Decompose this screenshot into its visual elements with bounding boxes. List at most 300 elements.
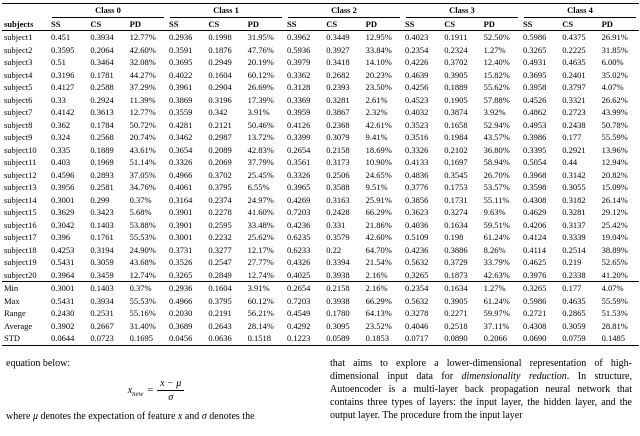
table-cell: 0.451 — [51, 32, 71, 42]
table-cell: 61.24% — [483, 232, 510, 242]
table-cell: 0.2518 — [444, 320, 468, 331]
table-cell: 0.1998 — [208, 32, 232, 42]
table-cell: 0.2723 — [562, 107, 586, 117]
table-cell: 0.33 — [51, 94, 66, 105]
table-row — [2, 144, 639, 157]
table-cell: 0.4862 — [522, 107, 547, 117]
table-cell: 0.3559 — [168, 107, 193, 117]
table-cell: 0.1695 — [129, 333, 154, 343]
table-cell: 0.2568 — [90, 132, 114, 142]
metric-header: PD — [364, 18, 403, 31]
left-column — [6, 357, 306, 423]
table-cell: 25.45% — [247, 169, 274, 180]
table-cell: 0.3326 — [168, 157, 193, 167]
table-cell: 0.1658 — [444, 119, 468, 130]
table-cell: 0.2430 — [51, 308, 75, 318]
table-cell: 53.88% — [129, 219, 156, 230]
table-cell: 0.3196 — [208, 94, 232, 105]
table-cell: 0.3362 — [286, 69, 311, 80]
text-segment: denotes the — [206, 410, 255, 422]
math-symbol-sigma: σ — [201, 410, 207, 422]
table-cell: 0.4032 — [404, 107, 429, 117]
table-cell: 5.68% — [129, 207, 152, 217]
table-cell: 28.14% — [247, 320, 274, 331]
table-cell: 0.2924 — [90, 94, 114, 105]
table-cell: 0.4596 — [51, 169, 75, 180]
table-cell: 0.4635 — [562, 57, 586, 67]
table-cell: 0.7203 — [286, 207, 311, 217]
table-cell: 18.69% — [365, 144, 392, 155]
table-cell: 0.1731 — [444, 194, 468, 205]
table-cell: 20.82% — [601, 169, 628, 180]
table-cell: 0.4142 — [51, 107, 75, 117]
table-cell: 24.90% — [129, 244, 156, 255]
table-cell: 0.299 — [90, 194, 110, 205]
table-cell: 0.3001 — [168, 232, 193, 242]
table-cell: 0.4292 — [286, 320, 311, 331]
table-cell: 0.1697 — [444, 157, 468, 167]
table-cell: 0.3265 — [522, 44, 547, 55]
table-cell: 59.97% — [483, 308, 510, 318]
row-label: subject11 — [4, 157, 37, 167]
class-header-label: Class 2 — [288, 4, 400, 18]
table-cell: 0.3326 — [404, 144, 429, 155]
autoencoder-paragraph — [330, 357, 632, 423]
table-cell: 0.4635 — [562, 295, 586, 306]
table-cell: 13.96% — [601, 144, 628, 155]
table-cell: 6.55% — [247, 182, 270, 192]
table-cell: 14.10% — [365, 57, 392, 67]
table-row — [2, 81, 639, 94]
table-cell: 33.48% — [247, 219, 274, 230]
table-cell: 0.2865 — [562, 308, 586, 318]
table-row — [2, 332, 639, 345]
table-cell: 33.79% — [483, 257, 510, 267]
table-cell: 0.4966 — [168, 295, 193, 306]
row-label: subject3 — [4, 57, 33, 67]
table-cell: 0.2158 — [324, 282, 363, 295]
table-cell: 0.1911 — [444, 32, 468, 42]
table-cell: 0.3959 — [286, 107, 311, 117]
table-cell: 0.3059 — [562, 320, 586, 331]
table-cell: 0.0759 — [562, 333, 586, 343]
table-cell: 27.77% — [247, 257, 274, 267]
table-cell: 0.4308 — [522, 194, 547, 205]
row-label: STD — [4, 333, 21, 343]
row-label: subject9 — [4, 132, 33, 142]
class-header-label: Class 4 — [524, 4, 636, 18]
table-cell: 0.37% — [128, 282, 167, 295]
metric-header: SS — [49, 18, 88, 31]
table-cell: 0.6235 — [286, 232, 311, 242]
row-label: Min — [2, 282, 49, 295]
table-cell: 0.4375 — [562, 32, 586, 42]
table-cell: 0.3934 — [90, 295, 114, 306]
table-cell: 23.52% — [365, 320, 392, 331]
table-cell: 0.1485 — [601, 333, 625, 343]
corner-spacer — [2, 4, 49, 18]
fraction — [157, 378, 184, 403]
table-cell: 0.219 — [562, 257, 582, 267]
table-cell: 66.29% — [365, 207, 392, 217]
row-label: Max — [4, 295, 20, 306]
table-cell: 0.1753 — [444, 182, 468, 192]
table-cell: 0.4326 — [286, 257, 311, 267]
table-cell: 0.0589 — [326, 333, 350, 343]
table-cell: 51.14% — [129, 157, 156, 167]
table-cell: 0.3449 — [326, 32, 350, 42]
table-cell: 11.39% — [129, 94, 156, 105]
table-cell: 0.2089 — [208, 144, 232, 155]
metric-header: PD — [128, 18, 167, 31]
table-row — [2, 256, 639, 269]
table-cell: 0.2232 — [208, 232, 232, 242]
table-cell: 0.3902 — [51, 320, 75, 331]
table-cell: 0.2654 — [285, 282, 324, 295]
table-cell: 0.3795 — [208, 182, 232, 192]
row-label: subject8 — [4, 119, 33, 130]
table-cell: 0.2438 — [562, 119, 586, 130]
table-cell: 0.3001 — [49, 282, 88, 295]
table-cell: 0.3797 — [562, 82, 586, 92]
table-cell: 0.3979 — [286, 57, 311, 67]
table-cell: 0.3689 — [168, 320, 193, 331]
table-cell: 59.51% — [483, 219, 510, 230]
table-cell: 0.324 — [51, 132, 71, 142]
class-header — [521, 4, 639, 18]
table-cell: 50.78% — [601, 119, 628, 130]
subjects-body — [2, 31, 639, 282]
table-cell: 43.57% — [483, 132, 510, 142]
table-cell: 0.1873 — [444, 269, 468, 280]
table-row — [2, 169, 639, 182]
table-cell: 0.1634 — [444, 219, 468, 230]
intro-line: equation below: — [6, 357, 71, 369]
table-cell: 41.20% — [601, 269, 628, 280]
table-cell: 0.2066 — [483, 333, 507, 343]
table-cell: 42.83% — [247, 144, 274, 155]
normalization-equation — [6, 378, 306, 403]
table-cell: 0.3163 — [326, 194, 350, 205]
table-cell: 26.62% — [601, 94, 628, 105]
table-cell: 0.3695 — [168, 57, 193, 67]
table-cell: 0.5109 — [404, 232, 429, 242]
metric-header: CS — [324, 18, 363, 31]
table-cell: 0.3961 — [168, 82, 193, 92]
class-header-label: Class 0 — [52, 4, 164, 18]
table-cell: 0.3001 — [51, 194, 75, 205]
row-label: subject2 — [4, 44, 33, 55]
table-cell: 0.3964 — [51, 269, 75, 280]
table-cell: 34.76% — [129, 182, 156, 192]
table-cell: 0.2354 — [403, 282, 442, 295]
table-cell: 0.4931 — [522, 57, 547, 67]
table-cell: 0.2278 — [208, 207, 232, 217]
table-cell: 0.2949 — [208, 57, 232, 67]
metric-header: SS — [521, 18, 560, 31]
table-cell: 52.65% — [601, 257, 628, 267]
table-cell: 0.3196 — [51, 69, 75, 80]
fraction-denominator: σ — [168, 391, 174, 403]
equals-sign: = — [147, 384, 154, 396]
table-cell: 0.335 — [51, 144, 71, 155]
summary-body — [2, 282, 639, 346]
table-cell: 0.3856 — [404, 194, 429, 205]
table-cell: 0.2595 — [208, 219, 232, 230]
table-cell: 0.3588 — [326, 182, 350, 192]
table-cell: 28.81% — [601, 320, 628, 331]
table-cell: 3.92% — [483, 107, 506, 117]
table-cell: 35.02% — [601, 69, 628, 80]
header-group-row — [2, 4, 639, 18]
table-cell: 25.42% — [601, 219, 628, 230]
table-cell: 0.3934 — [90, 32, 114, 42]
subjects-header: subjects — [2, 18, 49, 31]
table-row — [2, 181, 639, 194]
table-cell: 0.4256 — [404, 82, 429, 92]
table-cell: 0.3395 — [522, 144, 547, 155]
row-label: subject16 — [4, 219, 37, 230]
table-cell: 0.177 — [562, 132, 582, 142]
table-cell: 0.2191 — [208, 308, 232, 318]
table-cell: 0.3464 — [90, 57, 114, 67]
table-cell: 0.5986 — [522, 295, 547, 306]
table-cell: 0.7203 — [286, 295, 311, 306]
text-segment: . In structure, Autoencoder is a multi-layer back propagation neural network that contains three types of layers: the input layer, the hidden layer, and the output layer. The procedure from the input layer — [330, 370, 632, 422]
table-cell: 55.59% — [601, 132, 628, 142]
table-cell: 42.61% — [365, 119, 392, 130]
math-symbol-mu: μ — [32, 410, 38, 422]
table-cell: 42.63% — [483, 269, 510, 280]
table-row — [2, 269, 639, 282]
table-cell: 0.3128 — [286, 82, 311, 92]
table-cell: 0.3137 — [562, 219, 586, 230]
table-cell: 0.4526 — [522, 94, 547, 105]
table-cell: 52.94% — [483, 119, 510, 130]
table-cell: 0.1518 — [247, 333, 272, 343]
text-segment: where — [6, 410, 33, 422]
table-cell: 21.86% — [365, 219, 392, 230]
table-cell: 0.5054 — [522, 157, 547, 167]
results-table — [2, 3, 639, 346]
table-cell: 24.97% — [247, 194, 274, 205]
table-cell: 4.07% — [600, 282, 639, 295]
table-cell: 0.2368 — [326, 119, 350, 130]
table-cell: 29.12% — [601, 207, 628, 217]
metric-header: CS — [206, 18, 245, 31]
table-cell: 10.90% — [365, 157, 392, 167]
table-cell: 0.3965 — [286, 182, 311, 192]
table-cell: 9.51% — [365, 182, 388, 192]
table-cell: 0.4025 — [286, 269, 311, 280]
table-cell: 8.26% — [483, 244, 506, 255]
table-cell: 0.1403 — [88, 282, 127, 295]
table-row — [2, 119, 639, 132]
table-cell: 0.1604 — [206, 282, 245, 295]
table-cell: 0.4953 — [522, 119, 547, 130]
table-cell: 9.63% — [483, 207, 506, 217]
table-cell: 0.3956 — [51, 182, 75, 192]
table-cell: 0.2643 — [208, 320, 232, 331]
table-cell: 0.3278 — [404, 308, 429, 318]
table-cell: 0.2102 — [444, 144, 468, 155]
table-cell: 37.79% — [247, 157, 274, 167]
table-cell: 0.1634 — [442, 282, 481, 295]
header-sub-row — [2, 18, 639, 31]
table-cell: 26.70% — [483, 169, 510, 180]
table-cell: 53.57% — [483, 182, 510, 192]
table-cell: 0.4206 — [522, 219, 547, 230]
table-cell: 0.5431 — [51, 295, 75, 306]
metric-header: PD — [600, 18, 639, 31]
table-row — [2, 194, 639, 207]
table-cell: 0.2506 — [326, 169, 350, 180]
table-cell: 26.91% — [601, 32, 628, 42]
table-cell: 0.331 — [326, 219, 346, 230]
equation-subscript: new — [132, 389, 144, 398]
table-cell: 0.3516 — [404, 132, 429, 142]
table-cell: 0.3886 — [444, 244, 468, 255]
table-cell: 0.2428 — [326, 207, 350, 217]
table-cell: 0.2225 — [562, 44, 586, 55]
row-label: subject14 — [4, 194, 37, 205]
table-cell: 15.09% — [601, 182, 628, 192]
table-cell: 0.3938 — [326, 269, 350, 280]
table-cell: 0.3462 — [168, 132, 193, 142]
table-cell: 23.50% — [365, 82, 392, 92]
row-label: subject18 — [4, 244, 37, 255]
table-cell: 41.60% — [247, 207, 274, 217]
table-cell: 2.16% — [365, 269, 388, 280]
table-cell: 0.3059 — [90, 257, 114, 267]
metric-header: PD — [482, 18, 521, 31]
table-cell: 0.3867 — [326, 107, 350, 117]
table-row — [2, 106, 639, 119]
table-cell: 25.62% — [247, 232, 274, 242]
table-cell: 2.61% — [365, 94, 388, 105]
table-cell: 58.94% — [483, 157, 510, 167]
text-segment: that aims to explore a lower-dimensional representation of high-dimensional input data for — [330, 357, 632, 382]
where-line — [6, 410, 306, 423]
table-cell: 0.6233 — [286, 244, 311, 255]
row-label: Average — [4, 320, 33, 331]
table-cell: 0.2121 — [208, 119, 232, 130]
fraction-numerator: x − μ — [157, 378, 184, 391]
table-cell: 19.04% — [601, 232, 628, 242]
table-cell: 21.54% — [365, 257, 392, 267]
table-cell: 0.3523 — [404, 119, 429, 130]
table-cell: 0.3731 — [168, 244, 193, 255]
table-cell: 0.22 — [326, 244, 342, 255]
table-cell: 0.3795 — [208, 295, 232, 306]
table-cell: 0.4124 — [522, 232, 547, 242]
table-cell: 0.3142 — [562, 169, 586, 180]
table-cell: 0.2721 — [522, 308, 547, 318]
table-cell: 44.27% — [129, 69, 156, 80]
table-cell: 0.3369 — [286, 94, 311, 105]
table-cell: 0.5986 — [522, 32, 547, 42]
row-label: subject1 — [4, 32, 33, 42]
table-cell: 12.17% — [247, 244, 274, 255]
table-cell: 0.3526 — [168, 257, 193, 267]
table-cell: 12.95% — [365, 32, 392, 42]
row-label: subject5 — [4, 82, 33, 92]
table-cell: 55.59% — [601, 295, 628, 306]
table-cell: 55.53% — [129, 295, 156, 306]
table-cell: 0.3591 — [168, 44, 193, 55]
table-cell: 4.07% — [601, 82, 624, 92]
table-cell: 0.4046 — [404, 320, 429, 331]
table-cell: 0.3901 — [168, 219, 193, 230]
table-cell: 0.3418 — [326, 57, 350, 67]
metric-header: CS — [560, 18, 599, 31]
table-cell: 38.89% — [601, 244, 628, 255]
table-cell: 0.3598 — [522, 182, 547, 192]
table-cell: 12.94% — [601, 157, 628, 167]
table-cell: 0.3055 — [562, 182, 586, 192]
text-segment: and — [182, 410, 202, 422]
class-header-label: Class 3 — [406, 4, 518, 18]
table-cell: 0.2324 — [444, 44, 468, 55]
table-cell: 9.41% — [365, 132, 388, 142]
table-cell: 0.4236 — [404, 244, 429, 255]
table-row — [2, 295, 639, 308]
table-cell: 6.00% — [601, 57, 624, 67]
table-cell: 0.3274 — [444, 207, 468, 217]
class-header — [49, 4, 167, 18]
table-cell: 0.3042 — [51, 219, 75, 230]
table-cell: 25.91% — [365, 194, 392, 205]
table-cell: 0.4639 — [404, 69, 429, 80]
metric-header: CS — [88, 18, 127, 31]
table-cell: 0.4114 — [522, 244, 546, 255]
table-cell: 0.4281 — [168, 119, 193, 130]
row-label: subject7 — [4, 107, 33, 117]
table-cell: 0.3901 — [168, 207, 193, 217]
table-cell: 12.77% — [129, 107, 156, 117]
table-cell: 0.0717 — [404, 333, 429, 343]
table-cell: 50.46% — [247, 119, 274, 130]
table-cell: 0.403 — [51, 157, 71, 167]
table-cell: 0.3976 — [522, 269, 547, 280]
math-symbol-x: x — [177, 410, 183, 422]
table-cell: 0.1876 — [208, 44, 232, 55]
table-cell: 0.5632 — [404, 295, 429, 306]
table-cell: 0.1604 — [208, 69, 232, 80]
table-cell: 20.74% — [129, 132, 156, 142]
table-cell: 0.3326 — [286, 169, 311, 180]
table-cell: 0.3545 — [444, 169, 468, 180]
table-cell: 17.39% — [247, 94, 274, 105]
table-cell: 0.2393 — [326, 82, 350, 92]
table-cell: 0.1889 — [90, 144, 114, 155]
table-cell: 0.3613 — [90, 107, 114, 117]
table-cell: 0.2667 — [90, 320, 114, 331]
table-cell: 0.4133 — [404, 157, 429, 167]
table-cell: 0.3905 — [444, 69, 468, 80]
table-cell: 0.0644 — [51, 333, 75, 343]
table-cell: 60.12% — [247, 295, 274, 306]
table-cell: 0.2401 — [562, 69, 586, 80]
table-cell: 0.3265 — [404, 269, 429, 280]
table-cell: 15.82% — [483, 69, 510, 80]
table-cell: 0.4966 — [168, 169, 193, 180]
table-cell: 61.24% — [483, 295, 510, 306]
table-cell: 0.4226 — [404, 57, 429, 67]
table-cell: 0.0636 — [208, 333, 232, 343]
table-cell: 1.27% — [483, 44, 506, 55]
table-cell: 0.3986 — [522, 132, 547, 142]
